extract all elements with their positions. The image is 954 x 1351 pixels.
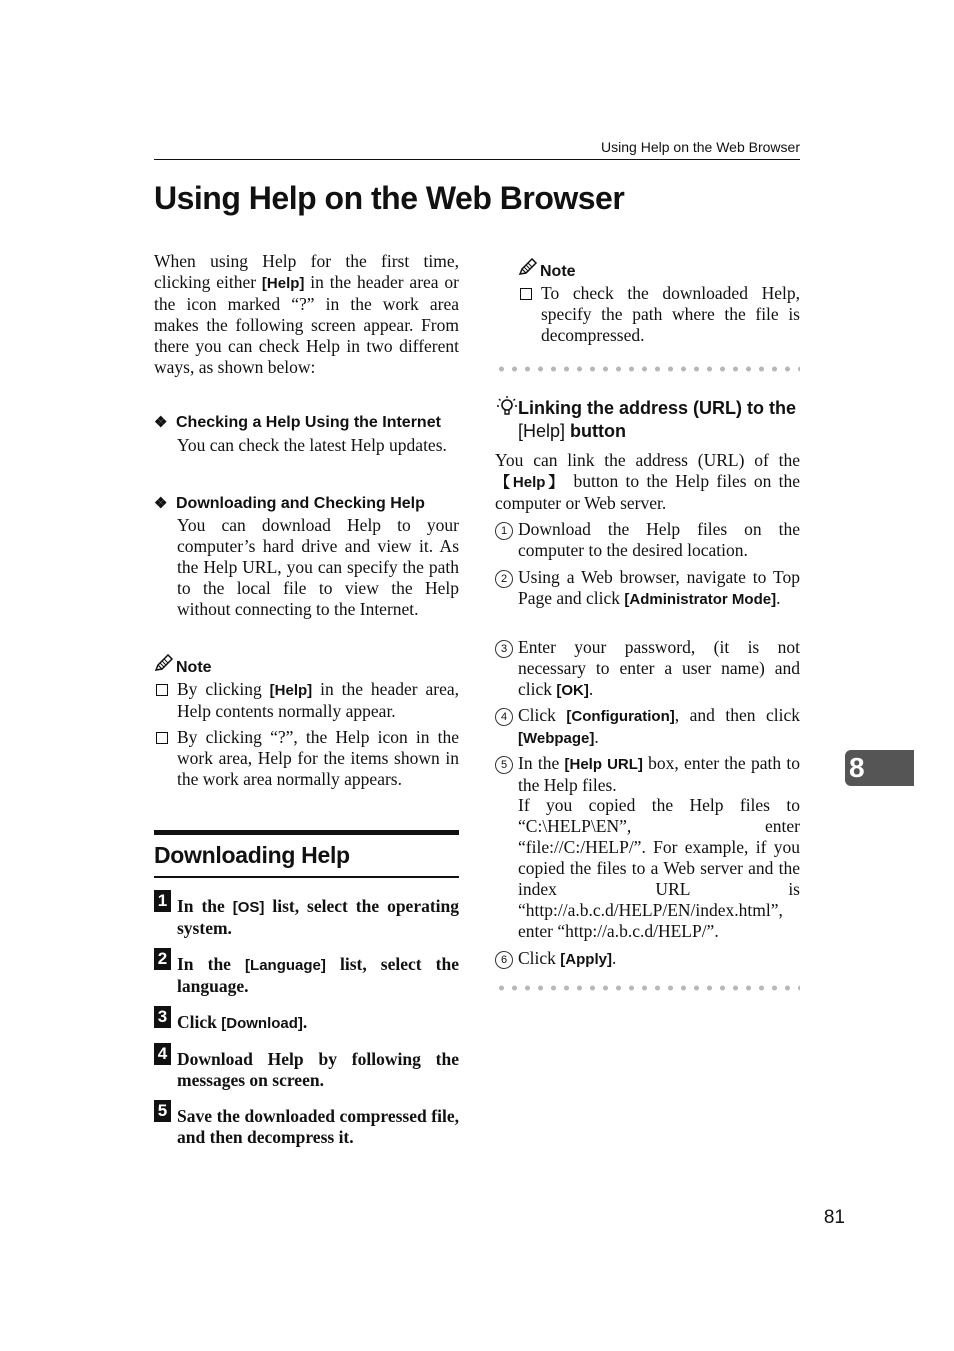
tip-item-1: Download the Help files on the computer to the desired location. [518, 519, 800, 560]
step-number-6: 6 [495, 951, 513, 969]
note-left-item-1: By clicking [Help] in the header area, Help contents normally appear. [177, 679, 459, 721]
checkbox-bullet [156, 684, 168, 696]
method-body-internet: You can check the latest Help updates. [177, 435, 447, 455]
tip-item-6: Click [Apply]. [518, 948, 617, 968]
tip-item-5: In the [Help URL] box, enter the path to the Help files. [518, 753, 800, 795]
page-title: Using Help on the Web Browser [154, 180, 625, 216]
tip-item-3: Enter your password, (it is not necessary to enter a user name) and click [OK]. [518, 637, 800, 699]
tip-intro: You can link the address (URL) of the 【Help】 button to the Help files on the computer or Web server. [495, 450, 800, 513]
step-badge-1: 1 [154, 890, 171, 912]
step-badge-5: 5 [154, 1100, 171, 1122]
intro-paragraph: When using Help for the first time, clicking either [Help] in the header area or the icon marked “?” in the work area makes the following screen appear. From there you can check Help in two different ways, as shown below: [154, 251, 459, 377]
chapter-tab: 8 [845, 750, 914, 786]
header-rule [154, 159, 800, 160]
pencil-note-icon [154, 654, 176, 677]
pencil-note-icon [518, 258, 540, 281]
step-number-2: 2 [495, 570, 513, 588]
section-top-bar [154, 830, 459, 835]
step-5: Save the downloaded compressed file, and then decompress it. [177, 1106, 459, 1147]
method-heading-internet: ❖ Checking a Help Using the Internet [154, 414, 441, 431]
tip-item-4: Click [Configuration], and then click [Webpage]. [518, 705, 801, 747]
note-right-item-1: To check the downloaded Help, specify the path where the file is decompressed. [541, 283, 800, 345]
tip-item-2: Using a Web browser, navigate to Top Page and click [Administrator Mode]. [518, 567, 800, 608]
lightbulb-icon [497, 396, 517, 423]
method-body-download: You can download Help to your computer’s hard drive and view it. As the Help URL, you can specify the path to the local file to view the Help without connecting to the Internet. [177, 515, 459, 619]
section-rule [154, 876, 459, 878]
help-keyword: [Help] [261, 275, 305, 292]
dotted-divider-bottom [495, 985, 800, 991]
checkbox-bullet [520, 288, 532, 300]
section-heading: Downloading Help [154, 842, 350, 868]
running-header: Using Help on the Web Browser [601, 139, 800, 155]
step-number-1: 1 [495, 522, 513, 540]
step-number-3: 3 [495, 640, 513, 658]
step-badge-2: 2 [154, 948, 171, 970]
dotted-divider-top [495, 366, 800, 372]
tip-heading: Linking the address (URL) to the [Help] button [518, 398, 797, 441]
checkbox-bullet [156, 732, 168, 744]
note-left-item-2: By clicking “?”, the Help icon in the work area, Help for the items shown in the work area normally appears. [177, 727, 459, 789]
page-number: 81 [823, 1207, 845, 1228]
step-badge-4: 4 [154, 1043, 171, 1065]
step-number-4: 4 [495, 708, 513, 726]
step-number-5: 5 [495, 756, 513, 774]
note-heading-left: Note [154, 654, 212, 677]
note-heading-right: Note [518, 258, 576, 281]
method-heading-download: ❖ Downloading and Checking Help [154, 495, 425, 512]
diamond-bullet-icon: ❖ [154, 414, 168, 431]
tip-item-5-example: If you copied the Help files to “C:\HELP\EN”, enter “file://C:/HELP/”. For example, if you copied the files to a Web server and the index URL is “http://a.b.c.d/HELP/EN/index.html”, enter “http://a.b.c.d/HELP/”. [518, 795, 800, 941]
step-4: Download Help by following the messages on screen. [177, 1049, 459, 1090]
step-badge-3: 3 [154, 1006, 171, 1028]
diamond-bullet-icon: ❖ [154, 495, 168, 512]
step-3: Click [Download]. [177, 1012, 308, 1032]
step-1: In the [OS] list, select the operating system. [177, 896, 460, 938]
step-2: In the [Language] list, select the language. [177, 954, 460, 996]
